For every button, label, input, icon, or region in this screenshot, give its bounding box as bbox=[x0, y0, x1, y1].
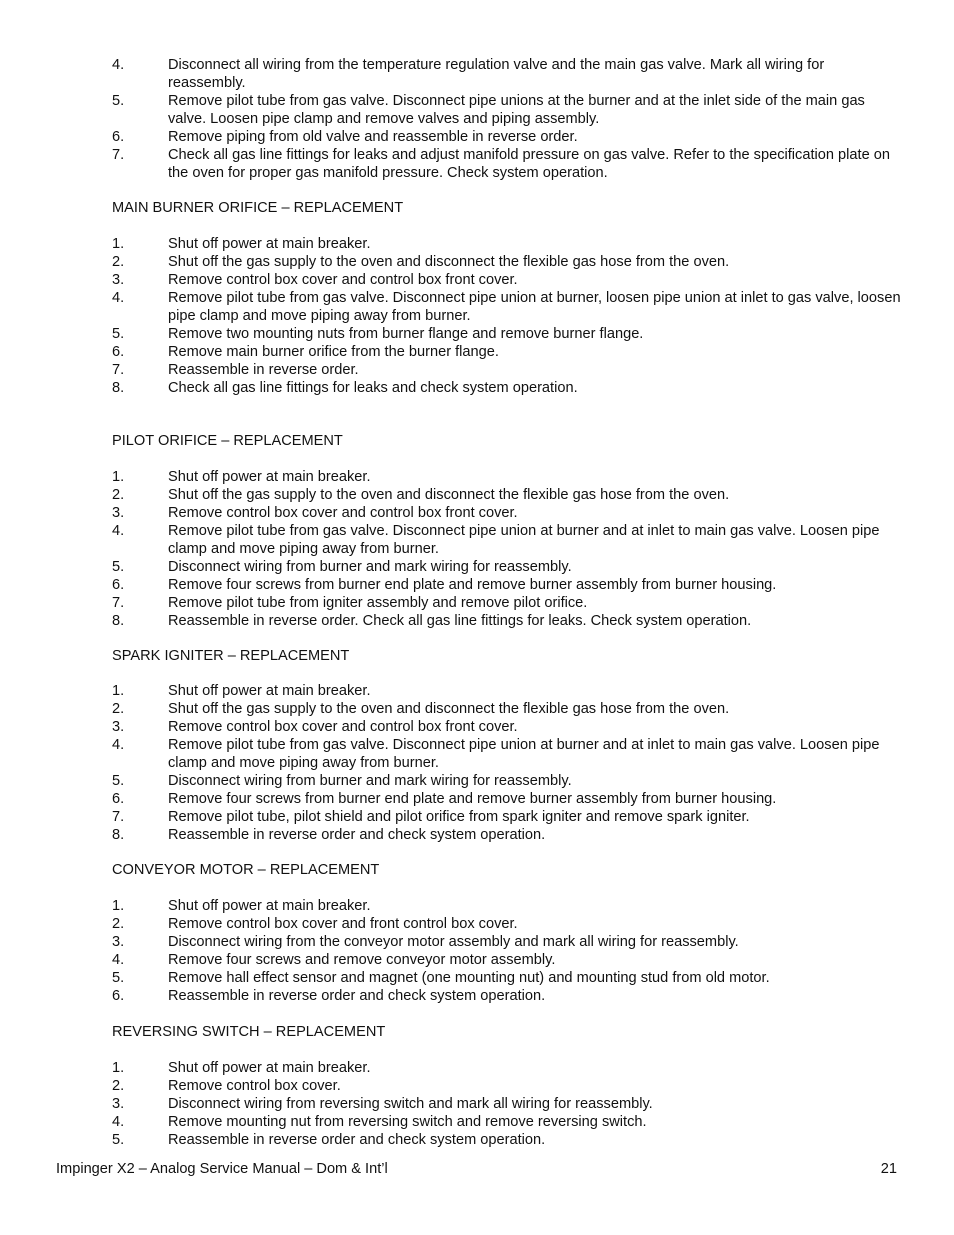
list-item bbox=[112, 1131, 902, 1149]
step-number: 3. bbox=[112, 505, 125, 521]
list-item bbox=[112, 987, 902, 1005]
step-number: 6. bbox=[112, 791, 125, 807]
list-item bbox=[112, 700, 902, 718]
list-item bbox=[112, 736, 902, 772]
section-conveyor-motor bbox=[112, 861, 902, 1005]
step-number: 2. bbox=[112, 1078, 125, 1094]
step-text: Shut off power at main breaker. bbox=[168, 236, 371, 252]
section-pilot-orifice bbox=[112, 432, 902, 630]
list-item bbox=[112, 718, 902, 736]
list-item bbox=[112, 951, 902, 969]
step-number: 5. bbox=[112, 970, 125, 986]
step-number: 3. bbox=[112, 1096, 125, 1112]
list-item bbox=[112, 826, 902, 844]
step-text: Shut off the gas supply to the oven and disconnect the flexible gas hose from the oven. bbox=[168, 254, 730, 270]
section-spark-igniter bbox=[112, 647, 902, 844]
list-item bbox=[112, 594, 902, 612]
step-number: 3. bbox=[112, 934, 125, 950]
step-text: Disconnect wiring from reversing switch and mark all wiring for reassembly. bbox=[168, 1096, 653, 1112]
step-number: 1. bbox=[112, 1060, 125, 1076]
list-item bbox=[112, 576, 902, 594]
list-item bbox=[112, 969, 902, 987]
list-item bbox=[112, 933, 902, 951]
step-number: 6. bbox=[112, 988, 125, 1004]
step-text: Shut off power at main breaker. bbox=[168, 898, 371, 914]
steps-list bbox=[112, 1059, 902, 1149]
step-text: Remove control box cover and front control box cover. bbox=[168, 916, 518, 932]
step-number: 2. bbox=[112, 701, 125, 717]
step-number: 4. bbox=[112, 290, 125, 306]
list-item bbox=[112, 92, 902, 128]
step-text: Reassemble in reverse order and check system operation. bbox=[168, 988, 546, 1004]
list-item bbox=[112, 289, 902, 325]
step-number: 3. bbox=[112, 719, 125, 735]
step-text: Disconnect all wiring from the temperature regulation valve and the main gas valve. Mark all wiring for reassembly. bbox=[168, 57, 825, 91]
steps-list bbox=[112, 235, 902, 397]
step-text: Check all gas line fittings for leaks and adjust manifold pressure on gas valve. Refer to the specification plate on the oven for proper gas manifold pressure. Check system operation. bbox=[168, 147, 890, 181]
step-text: Shut off the gas supply to the oven and disconnect the flexible gas hose from the oven. bbox=[168, 487, 730, 503]
section-heading: PILOT ORIFICE – REPLACEMENT bbox=[112, 433, 343, 449]
step-number: 3. bbox=[112, 272, 125, 288]
step-text: Disconnect wiring from burner and mark wiring for reassembly. bbox=[168, 773, 572, 789]
steps-list bbox=[112, 682, 902, 844]
step-text: Shut off power at main breaker. bbox=[168, 1060, 371, 1076]
list-item bbox=[112, 271, 902, 289]
step-text: Shut off power at main breaker. bbox=[168, 683, 371, 699]
list-item bbox=[112, 612, 902, 630]
section-heading: SPARK IGNITER – REPLACEMENT bbox=[112, 648, 350, 664]
step-number: 4. bbox=[112, 1114, 125, 1130]
step-text: Disconnect wiring from burner and mark wiring for reassembly. bbox=[168, 559, 572, 575]
section-reversing-switch bbox=[112, 1023, 902, 1149]
list-item bbox=[112, 1059, 902, 1077]
section-heading: CONVEYOR MOTOR – REPLACEMENT bbox=[112, 862, 380, 878]
list-item bbox=[112, 1095, 902, 1113]
step-number: 7. bbox=[112, 362, 125, 378]
section-heading: MAIN BURNER ORIFICE – REPLACEMENT bbox=[112, 200, 404, 216]
list-item bbox=[112, 682, 902, 700]
list-item bbox=[112, 504, 902, 522]
list-item bbox=[112, 772, 902, 790]
step-number: 6. bbox=[112, 577, 125, 593]
step-text: Remove pilot tube, pilot shield and pilot orifice from spark igniter and remove spark igniter. bbox=[168, 809, 750, 825]
step-text: Remove pilot tube from gas valve. Disconnect pipe union at burner and at inlet to main gas valve. Loosen pipe clamp and move piping away from burner. bbox=[168, 737, 880, 771]
step-text: Shut off the gas supply to the oven and disconnect the flexible gas hose from the oven. bbox=[168, 701, 730, 717]
step-text: Remove control box cover and control box front cover. bbox=[168, 272, 518, 288]
intro-steps bbox=[112, 56, 902, 182]
step-text: Remove pilot tube from gas valve. Disconnect pipe union at burner, loosen pipe union at inlet to gas valve, loosen pipe clamp and move piping away from burner. bbox=[168, 290, 901, 324]
list-item bbox=[112, 361, 902, 379]
steps-list bbox=[112, 897, 902, 1005]
step-number: 4. bbox=[112, 737, 125, 753]
step-text: Remove two mounting nuts from burner flange and remove burner flange. bbox=[168, 326, 644, 342]
step-text: Remove four screws from burner end plate and remove burner assembly from burner housing. bbox=[168, 577, 777, 593]
step-number: 4. bbox=[112, 952, 125, 968]
step-text: Reassemble in reverse order and check system operation. bbox=[168, 827, 546, 843]
step-text: Remove control box cover and control box front cover. bbox=[168, 719, 518, 735]
step-number: 4. bbox=[112, 57, 125, 73]
list-item bbox=[112, 343, 902, 361]
step-number: 4. bbox=[112, 523, 125, 539]
step-text: Remove four screws and remove conveyor motor assembly. bbox=[168, 952, 556, 968]
list-item bbox=[112, 522, 902, 558]
step-number: 1. bbox=[112, 898, 125, 914]
list-item bbox=[112, 128, 902, 146]
list-item bbox=[112, 56, 902, 92]
page-footer bbox=[56, 1160, 897, 1178]
list-item bbox=[112, 808, 902, 826]
step-number: 5. bbox=[112, 93, 125, 109]
step-number: 6. bbox=[112, 344, 125, 360]
step-number: 6. bbox=[112, 129, 125, 145]
list-item bbox=[112, 468, 902, 486]
step-number: 1. bbox=[112, 683, 125, 699]
list-item bbox=[112, 235, 902, 253]
step-text: Remove piping from old valve and reassemble in reverse order. bbox=[168, 129, 578, 145]
list-item bbox=[112, 486, 902, 504]
list-item bbox=[112, 790, 902, 808]
list-item bbox=[112, 915, 902, 933]
step-number: 7. bbox=[112, 595, 125, 611]
step-text: Reassemble in reverse order and check system operation. bbox=[168, 1132, 546, 1148]
step-text: Disconnect wiring from the conveyor motor assembly and mark all wiring for reassembly. bbox=[168, 934, 739, 950]
step-text: Check all gas line fittings for leaks and check system operation. bbox=[168, 380, 578, 396]
list-item bbox=[112, 253, 902, 271]
list-item bbox=[112, 325, 902, 343]
step-number: 2. bbox=[112, 916, 125, 932]
step-number: 5. bbox=[112, 326, 125, 342]
step-text: Remove control box cover. bbox=[168, 1078, 341, 1094]
list-item bbox=[112, 1077, 902, 1095]
page-content bbox=[112, 56, 902, 1149]
step-text: Shut off power at main breaker. bbox=[168, 469, 371, 485]
step-text: Remove pilot tube from igniter assembly and remove pilot orifice. bbox=[168, 595, 588, 611]
step-number: 7. bbox=[112, 809, 125, 825]
step-number: 5. bbox=[112, 559, 125, 575]
footer-title: Impinger X2 – Analog Service Manual – Dom & Int’l bbox=[56, 1161, 388, 1177]
step-text: Remove main burner orifice from the burner flange. bbox=[168, 344, 499, 360]
step-text: Remove hall effect sensor and magnet (one mounting nut) and mounting stud from old motor. bbox=[168, 970, 770, 986]
section-heading: REVERSING SWITCH – REPLACEMENT bbox=[112, 1024, 386, 1040]
section-main-burner-orifice bbox=[112, 199, 902, 397]
list-item bbox=[112, 379, 902, 397]
page-number: 21 bbox=[880, 1161, 897, 1177]
step-text: Reassemble in reverse order. Check all gas line fittings for leaks. Check system operation. bbox=[168, 613, 752, 629]
step-number: 1. bbox=[112, 236, 125, 252]
step-text: Remove pilot tube from gas valve. Disconnect pipe union at burner and at inlet to main gas valve. Loosen pipe clamp and move piping away from burner. bbox=[168, 523, 880, 557]
step-text: Remove control box cover and control box front cover. bbox=[168, 505, 518, 521]
list-item bbox=[112, 558, 902, 576]
step-number: 7. bbox=[112, 147, 125, 163]
step-number: 8. bbox=[112, 827, 125, 843]
list-item bbox=[112, 146, 902, 182]
step-number: 2. bbox=[112, 487, 125, 503]
step-number: 5. bbox=[112, 773, 125, 789]
list-item bbox=[112, 1113, 902, 1131]
step-number: 8. bbox=[112, 380, 125, 396]
step-text: Remove pilot tube from gas valve. Disconnect pipe unions at the burner and at the inlet side of the main gas valve. Loosen pipe clamp and remove valves and piping assembly. bbox=[168, 93, 865, 127]
step-text: Reassemble in reverse order. bbox=[168, 362, 359, 378]
step-number: 1. bbox=[112, 469, 125, 485]
steps-list bbox=[112, 468, 902, 630]
list-item bbox=[112, 897, 902, 915]
step-text: Remove mounting nut from reversing switch and remove reversing switch. bbox=[168, 1114, 647, 1130]
step-number: 8. bbox=[112, 613, 125, 629]
step-number: 5. bbox=[112, 1132, 125, 1148]
step-number: 2. bbox=[112, 254, 125, 270]
step-text: Remove four screws from burner end plate and remove burner assembly from burner housing. bbox=[168, 791, 777, 807]
